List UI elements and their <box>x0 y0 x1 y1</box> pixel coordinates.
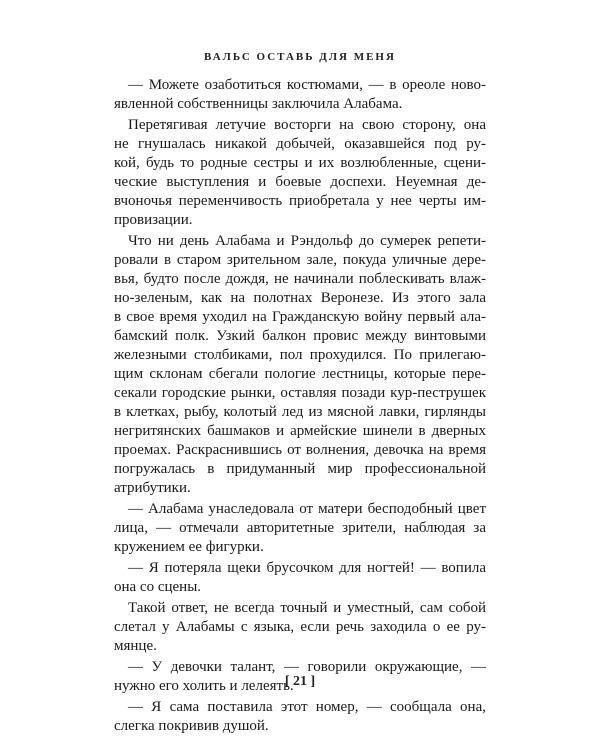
running-head: ВАЛЬС ОСТАВЬ ДЛЯ МЕНЯ <box>204 51 396 63</box>
text-line: бамский полк. Узкий балкон провис между винтовыми <box>114 328 486 344</box>
paragraph <box>114 599 486 656</box>
text-line: негритянских башмаков и армейские шинели в дверных <box>114 423 486 439</box>
text-line: проемах. Раскраснившись от волнения, девочка на время <box>114 442 486 458</box>
text-line: ческие выступления и боевые доспехи. Неуемная де- <box>114 174 486 190</box>
text-line: — Алабама унаследовала от матери бесподобный цвет <box>128 501 486 517</box>
paragraph <box>114 559 486 597</box>
page-number: [ 21 ] <box>284 674 316 689</box>
text-line: ровали в старом зрительном зале, покуда уличные дере- <box>114 252 486 268</box>
paragraph <box>114 698 486 736</box>
text-line: Что ни день Алабама и Рэндольф до сумерек репети- <box>128 233 486 249</box>
text-line: — У девочки талант, — говорили окружающие, — <box>128 659 486 675</box>
text-line: не гнушалась никакой добычей, оказавшейся под ру- <box>114 136 486 152</box>
text-line: секали городские рынки, оставляя позади кур-пеструшек <box>114 385 486 401</box>
text-line: — Можете озаботиться костюмами, — в ореоле ново- <box>128 77 486 93</box>
text-line: железными столбиками, пол прохудился. По прилегаю- <box>114 347 486 363</box>
body-text <box>114 76 486 738</box>
text-line: в клетках, рыбу, колотый лед из мясной лавки, гирлянды <box>114 404 486 420</box>
text-line: Перетягивая летучие восторги на свою сторону, она <box>128 117 486 133</box>
text-line: — Я сама поставила этот номер, — сообщала она, <box>128 699 486 715</box>
text-line: вчоночья переменчивость приобретала у нее черты им- <box>114 193 486 209</box>
text-line: вья, будто после дождя, не начинали поблескивать влаж- <box>114 271 486 287</box>
text-line: — Я потеряла щеки брусочком для ногтей! — вопила <box>128 560 486 576</box>
text-line: слегка покривив душой. <box>114 718 269 734</box>
text-line: лица, — отмечали авторитетные зрители, наблюдая за <box>114 520 486 536</box>
paragraph <box>114 76 486 114</box>
text-line: явленной собственницы заключила Алабама. <box>114 96 403 112</box>
paragraph <box>114 232 486 498</box>
text-line: но-зеленым, как на полотнах Веронезе. Из этого зала <box>114 290 486 306</box>
text-line: погружалась в придуманный мир профессиональной <box>114 461 486 477</box>
text-line: нужно его холить и лелеять. <box>114 678 294 694</box>
text-line: в свое время уходил на Гражданскую войну первый ала- <box>114 309 486 325</box>
text-line: провизации. <box>114 212 193 228</box>
paragraph <box>114 116 486 230</box>
text-line: слетал у Алабамы с языка, если речь заходила о ее ру- <box>114 619 486 635</box>
paragraph <box>114 500 486 557</box>
text-line: она со сцены. <box>114 579 202 595</box>
text-line: кой, будь то родные сестры и их возлюбленные, сцени- <box>114 155 486 171</box>
text-line: Такой ответ, не всегда точный и уместный, сам собой <box>128 600 486 616</box>
text-line: кружением ее фигурки. <box>114 539 264 555</box>
text-line: мянце. <box>114 638 157 654</box>
text-line: атрибутики. <box>114 480 191 496</box>
text-line: щим склонам сбегали пологие лестницы, которые пере- <box>114 366 486 382</box>
